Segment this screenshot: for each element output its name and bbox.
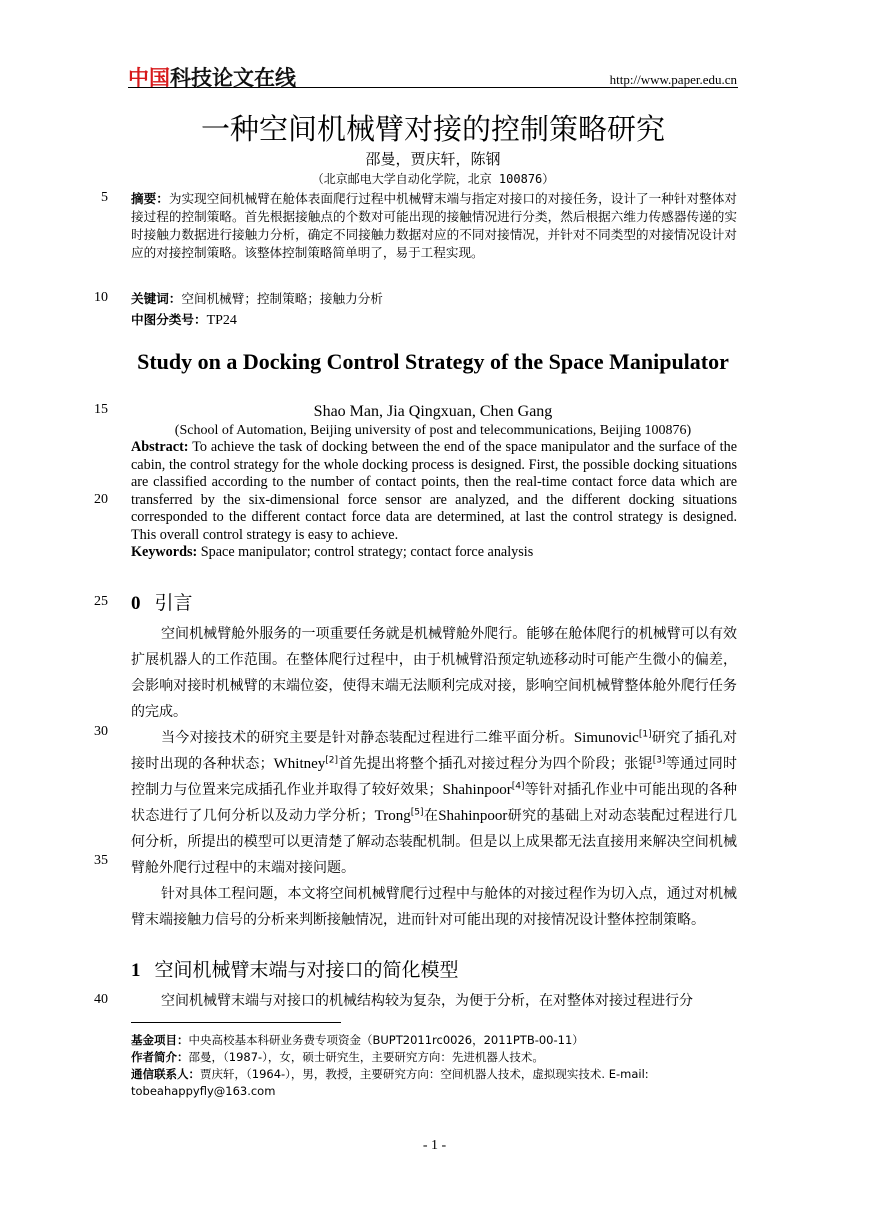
- paper-title-zh: 一种空间机械臂对接的控制策略研究: [200, 112, 665, 146]
- section-title: 引言: [154, 592, 193, 614]
- abstract-en: [131, 439, 737, 544]
- line-number: 25: [94, 594, 108, 609]
- keywords-en-text: Space manipulator; control strategy; contact force analysis: [197, 544, 534, 560]
- section-heading-1: [131, 958, 737, 983]
- journal-logo: 中国科技论文在线: [128, 66, 296, 90]
- paper-title-en: Study on a Docking Control Strategy of the Space Manipulator: [137, 349, 729, 374]
- page-number: - 1 -: [422, 1138, 447, 1153]
- citation[interactable]: [1]: [638, 729, 652, 740]
- citation[interactable]: [2]: [325, 755, 339, 766]
- abstract-en-label: Abstract:: [131, 439, 189, 455]
- affiliation-en: (School of Automation, Beijing university of post and telecommunications, Beijing 100876): [174, 423, 692, 438]
- line-number: 35: [94, 853, 108, 868]
- paragraph: 当今对接技术的研究主要是针对静态装配过程进行二维平面分析。Simunovic[1]研究了插孔对接时出现的各种状态；Whitney[2]首先提出将整个插孔对接过程分为四个阶段；张锟[3]等通过同时控制力与位置来完成插孔作业并取得了较好效果；Shahinpoor[4]等针对插孔作业中可能出现的各种状态进行了几何分析以及动力学分析；Trong[5]在Shahinpoor研究的基础上对动态装配过程进行几何分析，所提出的模型可以更清楚了解动态装配机制。但是以上成果都无法直接用来解决空间机械臂舱外爬行过程中的末端对接问题。: [131, 729, 738, 876]
- line-number: 10: [94, 290, 108, 305]
- paragraph: 空间机械臂舱外服务的一项重要任务就是机械臂舱外爬行。能够在舱体爬行的机械臂可以有效扩展机器人的工作范围。在整体爬行过程中，由于机械臂沿预定轨迹移动时可能产生微小的偏差，会影响对接时机械臂的末端位姿，使得末端无法顺利完成对接，影响空间机械臂整体舱外爬行任务的完成。: [131, 626, 737, 720]
- header-url[interactable]: http://www.paper.edu.cn: [609, 72, 737, 87]
- abstract-zh: [131, 190, 737, 262]
- authors-zh: 邵曼，贾庆轩，陈钢: [365, 150, 501, 168]
- clc-label: 中图分类号：: [131, 312, 207, 327]
- line-number: 15: [94, 402, 108, 417]
- affiliation-zh: （北京邮电大学自动化学院，北京 100876）: [311, 172, 555, 186]
- clc-text: TP24: [206, 313, 237, 328]
- authors-en: Shao Man, Jia Qingxuan, Chen Gang: [313, 403, 553, 420]
- footnote-rule: [131, 1022, 341, 1023]
- section1-body: [131, 988, 737, 1014]
- abstract-zh-text: 为实现空间机械臂在舱体表面爬行过程中机械臂末端与指定对接口的对接任务，设计了一种针对整体对接过程的控制策略。首先根据接触点的个数对可能出现的接触情况进行分类，然后根据六维力传感器传递的实时接触力数据进行接触力分析，确定不同接触力数据对应的不同对接情况，并针对不同类型的对接情况设计对应的对接控制策略。该整体控制策略简单明了，易于工程实现。: [131, 191, 738, 260]
- line-number: 30: [94, 724, 108, 739]
- clc-number: [131, 311, 737, 330]
- keywords-zh: [131, 290, 737, 308]
- header-rule: [128, 87, 738, 88]
- section-number: 0: [131, 593, 141, 614]
- section-heading-0: [131, 591, 737, 616]
- line-number: 40: [94, 992, 108, 1007]
- keywords-zh-text: 空间机械臂；控制策略；接触力分析: [181, 291, 383, 306]
- abstract-zh-label: 摘要：: [131, 191, 169, 206]
- keywords-zh-label: 关键词：: [131, 291, 182, 306]
- footnote-author: 作者简介：邵曼，（1987-），女，硕士研究生，主要研究方向：先进机器人技术。: [131, 1050, 544, 1064]
- paragraph: 针对具体工程问题，本文将空间机械臂爬行过程中与舱体的对接过程作为切入点，通过对机械臂末端接触力信号的分析来判断接触情况，进而针对可能出现的对接情况设计整体控制策略。: [131, 886, 737, 928]
- paragraph: 空间机械臂末端与对接口的机械结构较为复杂，为便于分析，在对整体对接过程进行分: [161, 993, 693, 1009]
- footnotes: [131, 1032, 737, 1100]
- keywords-en-label: Keywords:: [131, 544, 198, 560]
- citation[interactable]: [3]: [652, 755, 666, 766]
- line-number: 20: [94, 492, 108, 507]
- citation[interactable]: [5]: [410, 807, 424, 818]
- footnote-contact: 通信联系人：贾庆轩，（1964-），男，教授，主要研究方向：空间机器人技术，虚拟现实技术. E-mail: tobeahappyfly@163.com: [131, 1067, 649, 1098]
- section0-body: [131, 621, 737, 933]
- abstract-en-text: To achieve the task of docking between the end of the space manipulator and the surface of the cabin, the control strategy for the whole docking process is designed. First, the possible docking situations are classified according to the number of contact points, then the real-time contact force data which are transferred by the six-dimensional force sensor are analyzed, and the different docking situations corresponded to the different contact force data are determined, at last the control strategy is designed. This overall control strategy is easy to achieve.: [131, 439, 737, 543]
- line-number: 5: [101, 190, 108, 205]
- citation[interactable]: [4]: [511, 781, 525, 792]
- section-title: 空间机械臂末端与对接口的简化模型: [154, 959, 459, 981]
- section-number: 1: [131, 960, 141, 981]
- keywords-en: [131, 544, 737, 562]
- footnote-fund: 基金项目：中央高校基本科研业务费专项资金（BUPT2011rc0026，2011PTB-00-11）: [131, 1033, 584, 1047]
